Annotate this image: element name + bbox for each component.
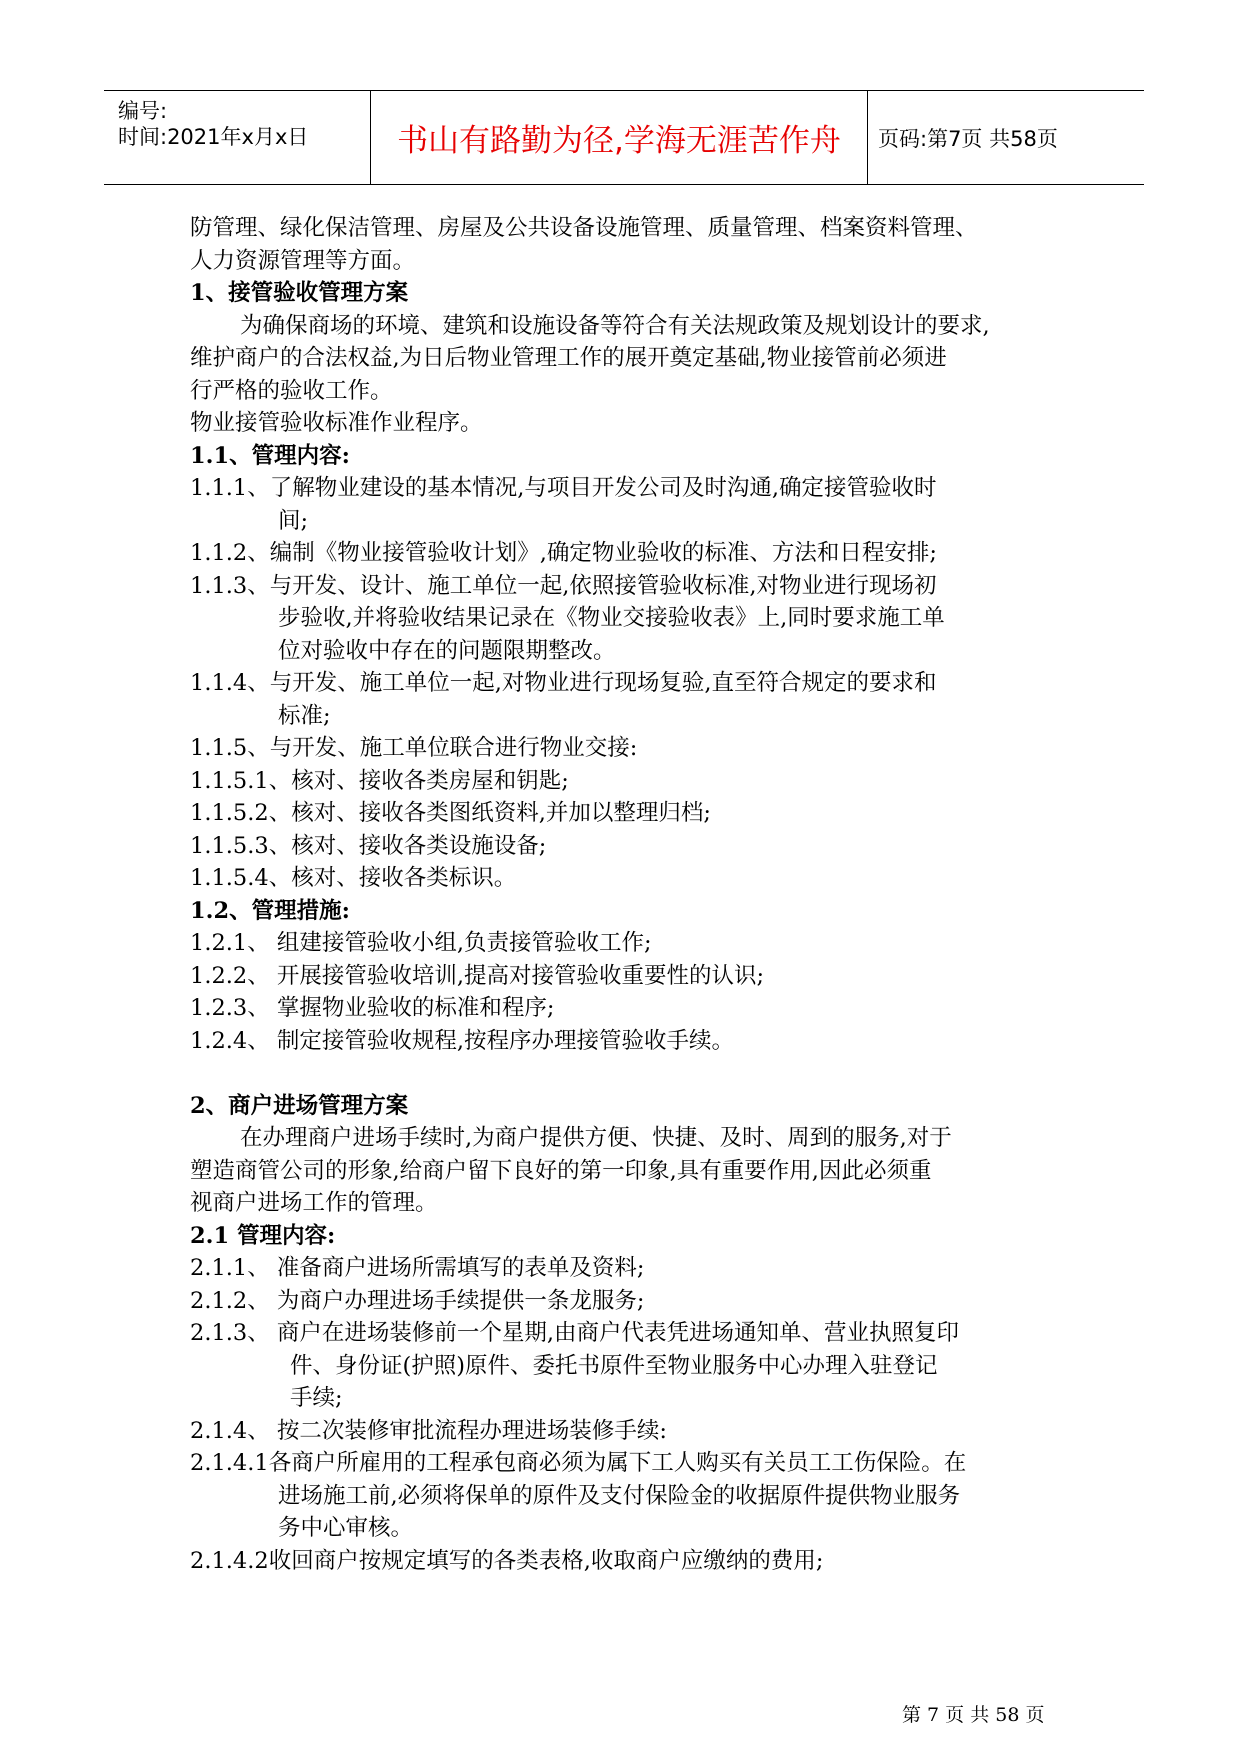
list-item: 1.1.5.2、核对、接收各类图纸资料,并加以整理归档; [190,800,711,826]
body-line: 视商户进场工作的管理。 [190,1190,438,1216]
list-item: 1.1.2、编制《物业接管验收计划》,确定物业验收的标准、方法和日程安排; [190,540,937,566]
section-heading: 1、接管验收管理方案 [190,280,409,306]
header-page-number: 页码:第7页 共58页 [878,127,1058,151]
header-page-cell [868,91,1144,184]
body-line: 维护商户的合法权益,为日后物业管理工作的展开奠定基础,物业接管前必须进 [190,345,947,371]
list-item: 2.1.4.2收回商户按规定填写的各类表格,收取商户应缴纳的费用; [190,1547,824,1574]
body-line: 在办理商户进场手续时,为商户提供方便、快捷、及时、周到的服务,对于 [240,1125,952,1151]
subsection-heading: 1.1、管理内容: [190,442,350,469]
list-item: 1.1.5.3、核对、接收各类设施设备; [190,832,547,859]
list-item: 1.2.2、 开展接管验收培训,提高对接管验收重要性的认识; [190,962,765,989]
header-motto-cell [370,91,868,184]
body-line: 行严格的验收工作。 [190,377,393,404]
list-item-continuation: 标准; [278,702,331,729]
list-item: 1.2.3、 掌握物业验收的标准和程序; [190,995,555,1021]
list-item-continuation: 件、身份证(护照)原件、委托书原件至物业服务中心办理入驻登记 [290,1352,938,1379]
subsection-heading: 2.1 管理内容: [190,1222,336,1249]
footer-page-number: 第 7 页 共 58 页 [902,1704,1045,1726]
list-item-continuation: 间; [278,507,309,534]
list-item-continuation: 手续; [290,1385,343,1411]
list-item: 1.1.1、了解物业建设的基本情况,与项目开发公司及时沟通,确定接管验收时 [190,475,937,501]
body-line: 物业接管验收标准作业程序。 [190,410,483,436]
list-item: 1.1.4、与开发、施工单位一起,对物业进行现场复验,直至符合规定的要求和 [190,670,937,696]
list-item-continuation: 位对验收中存在的问题限期整改。 [278,637,616,664]
time-label: 时间:2021年x月x日 [118,125,309,149]
list-item: 2.1.2、 为商户办理进场手续提供一条龙服务; [190,1287,645,1314]
section-heading: 2、商户进场管理方案 [190,1092,409,1119]
blank-line [190,1057,1070,1090]
list-item: 2.1.1、 准备商户进场所需填写的表单及资料; [190,1255,645,1281]
list-item: 1.1.5、与开发、施工单位联合进行物业交接: [190,735,638,761]
page-header [104,90,1144,185]
motto-text: 书山有路勤为径,学海无涯苦作舟 [397,123,841,159]
body-line: 塑造商管公司的形象,给商户留下良好的第一印象,具有重要作用,因此必须重 [190,1157,932,1184]
list-item: 2.1.4、 按二次装修审批流程办理进场装修手续: [190,1417,667,1444]
list-item: 2.1.3、 商户在进场装修前一个星期,由商户代表凭进场通知单、营业执照复印 [190,1320,960,1346]
body-line: 人力资源管理等方面。 [190,247,416,274]
list-item: 1.1.3、与开发、设计、施工单位一起,依照接管验收标准,对物业进行现场初 [190,572,937,599]
list-item: 1.2.1、 组建接管验收小组,负责接管验收工作; [190,930,652,956]
list-item: 2.1.4.1各商户所雇用的工程承包商必须为属下工人购买有关员工工伤保险。在 [190,1450,967,1476]
subsection-heading: 1.2、管理措施: [190,897,350,924]
header-info-cell [104,91,370,184]
list-item: 1.1.5.4、核对、接收各类标识。 [190,865,517,891]
list-item: 1.1.5.1、核对、接收各类房屋和钥匙; [190,767,569,794]
serial-label: 编号: [118,99,168,123]
document-body [190,212,1070,1577]
body-line: 防管理、绿化保洁管理、房屋及公共设备设施管理、质量管理、档案资料管理、 [190,215,978,241]
list-item-continuation: 进场施工前,必须将保单的原件及支付保险金的收据原件提供物业服务 [278,1482,961,1509]
body-line: 为确保商场的环境、建筑和设施设备等符合有关法规政策及规划设计的要求, [240,312,990,339]
list-item: 1.2.4、 制定接管验收规程,按程序办理接管验收手续。 [190,1027,735,1054]
list-item-continuation: 务中心审核。 [278,1515,414,1541]
list-item-continuation: 步验收,并将验收结果记录在《物业交接验收表》上,同时要求施工单 [278,605,945,631]
